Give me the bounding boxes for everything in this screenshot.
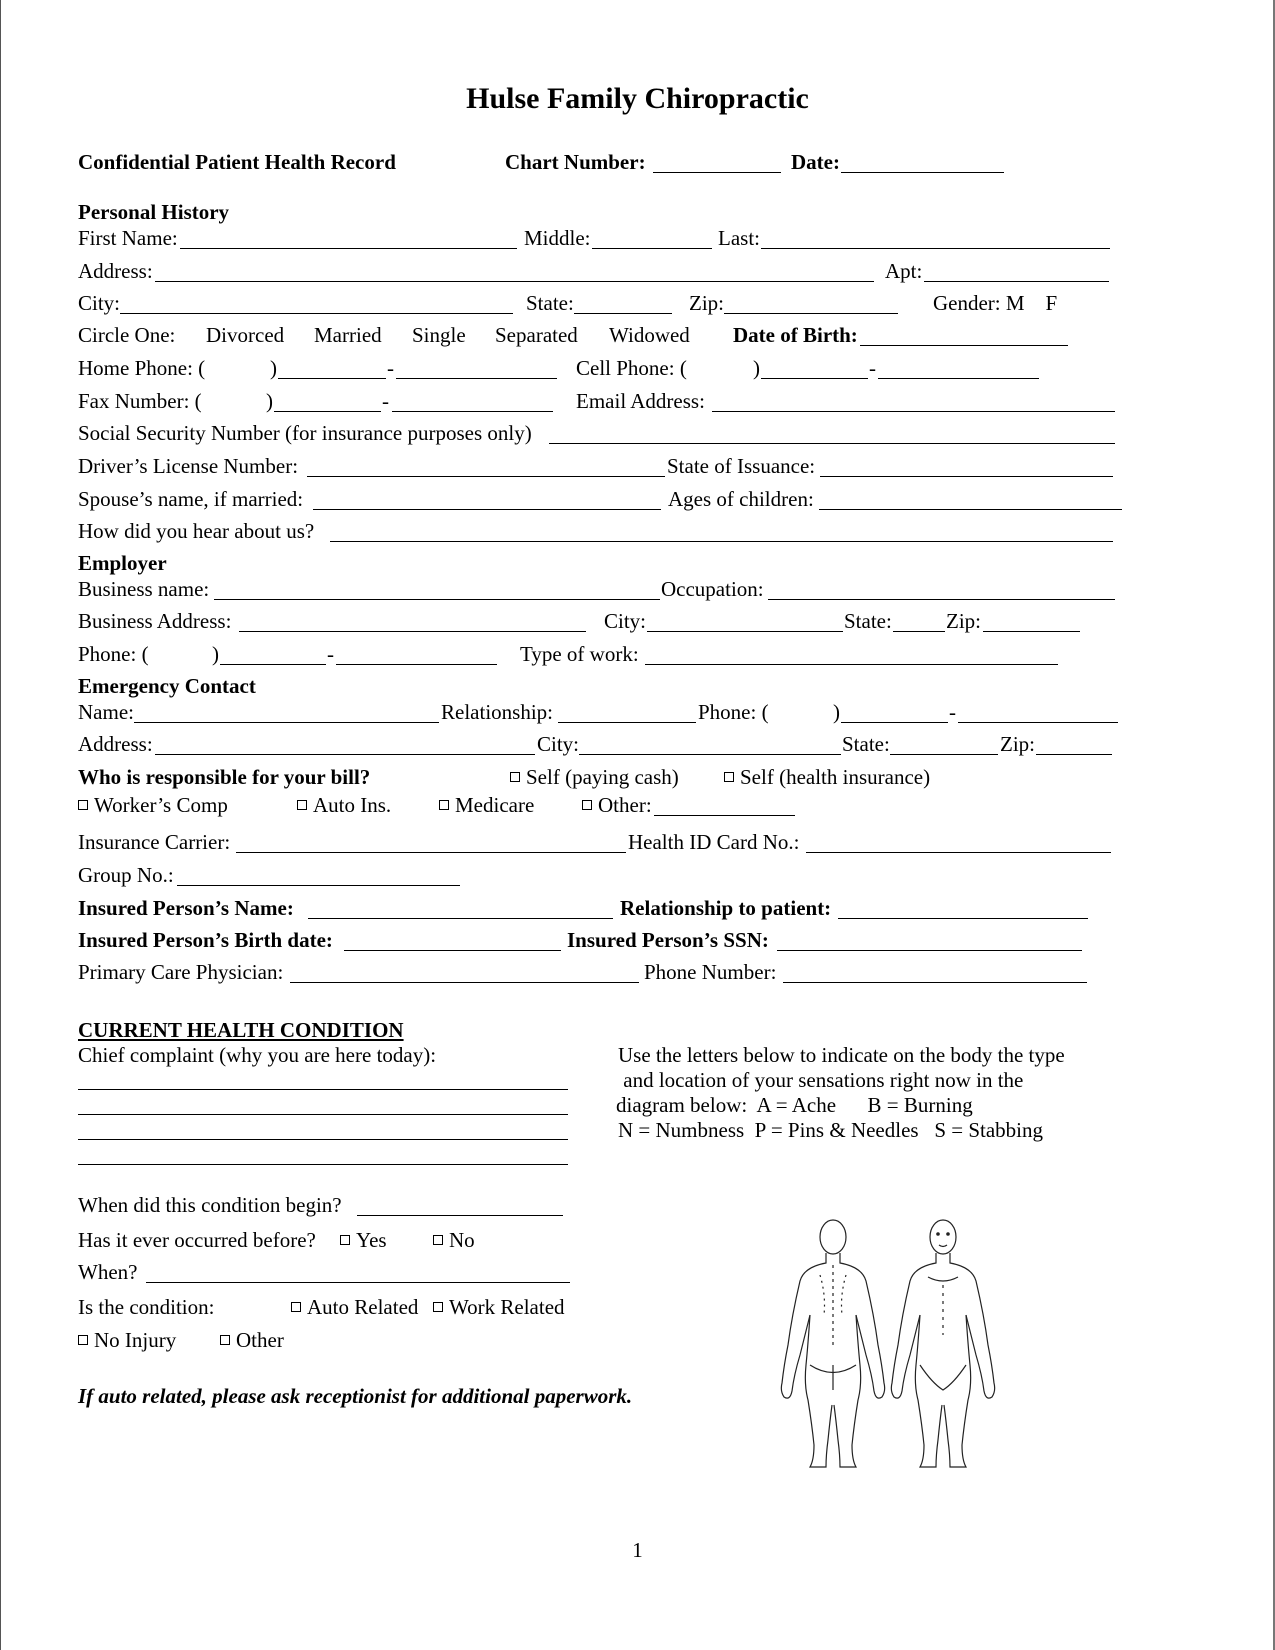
children-field[interactable] bbox=[819, 509, 1122, 510]
home-phone-dash: - bbox=[387, 356, 394, 380]
group-field[interactable] bbox=[177, 885, 460, 886]
instructions-line-1: Use the letters below to indicate on the body the type bbox=[618, 1043, 1065, 1067]
instructions-line-3: diagram below: A = Ache B = Burning bbox=[616, 1093, 973, 1117]
dob-field[interactable] bbox=[860, 345, 1068, 346]
health-id-label: Health ID Card No.: bbox=[628, 830, 800, 854]
checkbox-icon[interactable] bbox=[78, 800, 88, 810]
employer-phone-label: Phone: ( bbox=[78, 642, 149, 666]
bill-question: Who is responsible for your bill? bbox=[78, 765, 371, 789]
zip-label: Zip: bbox=[689, 291, 724, 315]
workers-comp-label: Worker’s Comp bbox=[94, 793, 228, 817]
employer-state-label: State: bbox=[844, 609, 892, 633]
emergency-phone-prefix-field[interactable] bbox=[841, 722, 948, 723]
children-label: Ages of children: bbox=[668, 487, 814, 511]
city-field[interactable] bbox=[120, 313, 513, 314]
marital-married[interactable]: Married bbox=[314, 323, 382, 347]
address-field[interactable] bbox=[155, 281, 874, 282]
occupation-label: Occupation: bbox=[661, 577, 764, 601]
checkbox-icon[interactable] bbox=[582, 800, 592, 810]
auto-ins-label: Auto Ins. bbox=[313, 793, 392, 817]
emergency-phone-line-field[interactable] bbox=[958, 722, 1118, 723]
apt-label: Apt: bbox=[885, 259, 923, 283]
date-field[interactable] bbox=[841, 172, 1004, 173]
zip-field[interactable] bbox=[724, 313, 898, 314]
marital-widowed[interactable]: Widowed bbox=[609, 323, 690, 347]
business-address-field[interactable] bbox=[239, 631, 586, 632]
instructions-line-4: N = Numbness P = Pins & Needles S = Stabbing bbox=[618, 1118, 1044, 1142]
occurred-no-option[interactable] bbox=[433, 1230, 475, 1251]
email-field[interactable] bbox=[712, 411, 1115, 412]
pcp-phone-label: Phone Number: bbox=[644, 960, 777, 984]
emergency-zip-field[interactable] bbox=[1036, 754, 1112, 755]
business-name-label: Business name: bbox=[78, 577, 210, 601]
began-field[interactable] bbox=[357, 1215, 563, 1216]
self-cash-label: Self (paying cash) bbox=[526, 765, 679, 789]
home-phone-prefix-field[interactable] bbox=[278, 378, 386, 379]
relationship-patient-field[interactable] bbox=[838, 918, 1088, 919]
emergency-zip-label: Zip: bbox=[1000, 732, 1035, 756]
insurance-carrier-field[interactable] bbox=[236, 852, 626, 853]
employer-phone-prefix-field[interactable] bbox=[220, 664, 326, 665]
medicare-label: Medicare bbox=[455, 793, 535, 817]
occurred-yes-label: Yes bbox=[356, 1228, 387, 1252]
spouse-field[interactable] bbox=[313, 509, 661, 510]
chief-complaint-line-4[interactable] bbox=[78, 1164, 568, 1165]
dl-field[interactable] bbox=[307, 476, 665, 477]
emergency-relationship-label: Relationship: bbox=[441, 700, 553, 724]
dl-label: Driver’s License Number: bbox=[78, 454, 299, 478]
occupation-field[interactable] bbox=[768, 599, 1115, 600]
employer-city-field[interactable] bbox=[647, 631, 843, 632]
employer-phone-paren: ) bbox=[212, 642, 219, 666]
other-billing-label: Other: bbox=[598, 793, 652, 817]
occurred-no-label: No bbox=[449, 1228, 475, 1252]
body-back-figure bbox=[781, 1220, 884, 1467]
occurred-label: Has it ever occurred before? bbox=[78, 1228, 316, 1252]
employer-heading: Employer bbox=[78, 551, 167, 575]
began-label: When did this condition begin? bbox=[78, 1193, 342, 1217]
checkbox-icon[interactable] bbox=[340, 1235, 350, 1245]
emergency-city-label: City: bbox=[537, 732, 580, 756]
first-name-field[interactable] bbox=[180, 248, 517, 249]
cell-phone-prefix-field[interactable] bbox=[761, 378, 868, 379]
emergency-heading: Emergency Contact bbox=[78, 674, 256, 698]
occurred-yes-option[interactable] bbox=[340, 1230, 387, 1251]
other-billing-option[interactable] bbox=[582, 795, 652, 816]
hear-field[interactable] bbox=[330, 541, 1113, 542]
checkbox-icon[interactable] bbox=[220, 1335, 230, 1345]
medicare-option[interactable] bbox=[439, 795, 534, 816]
chart-number-field[interactable] bbox=[653, 172, 781, 173]
fax-paren: ) bbox=[266, 389, 273, 413]
body-front-figure bbox=[891, 1220, 994, 1467]
is-condition-label: Is the condition: bbox=[78, 1295, 215, 1319]
employer-phone-dash: - bbox=[327, 642, 334, 666]
self-insurance-label: Self (health insurance) bbox=[740, 765, 931, 789]
home-phone-line-field[interactable] bbox=[396, 378, 557, 379]
chief-complaint-line-2[interactable] bbox=[78, 1114, 568, 1115]
fax-prefix-field[interactable] bbox=[274, 411, 381, 412]
state-issuance-field[interactable] bbox=[820, 476, 1113, 477]
emergency-phone-label: Phone: ( bbox=[698, 700, 769, 724]
state-label: State: bbox=[526, 291, 574, 315]
cell-phone-line-field[interactable] bbox=[878, 378, 1039, 379]
hear-label: How did you hear about us? bbox=[78, 519, 315, 543]
insured-dob-label: Insured Person’s Birth date: bbox=[78, 928, 333, 952]
marital-divorced[interactable]: Divorced bbox=[206, 323, 285, 347]
employer-zip-field[interactable] bbox=[983, 631, 1080, 632]
other-billing-field[interactable] bbox=[654, 815, 795, 816]
workers-comp-option[interactable] bbox=[78, 795, 228, 816]
group-label: Group No.: bbox=[78, 863, 174, 887]
emergency-name-field[interactable] bbox=[134, 722, 439, 723]
checkbox-icon[interactable] bbox=[510, 772, 520, 782]
health-id-field[interactable] bbox=[806, 852, 1111, 853]
city-label: City: bbox=[78, 291, 121, 315]
business-address-label: Business Address: bbox=[78, 609, 232, 633]
emergency-phone-paren: ) bbox=[833, 700, 840, 724]
emergency-name-label: Name: bbox=[78, 700, 134, 724]
circle-one-label: Circle One: bbox=[78, 323, 176, 347]
insured-ssn-field[interactable] bbox=[777, 950, 1082, 951]
emergency-address-field[interactable] bbox=[155, 754, 535, 755]
emergency-city-field[interactable] bbox=[579, 754, 841, 755]
cell-phone-label: Cell Phone: ( bbox=[576, 356, 687, 380]
middle-label: Middle: bbox=[524, 226, 591, 250]
email-label: Email Address: bbox=[576, 389, 705, 413]
insured-dob-field[interactable] bbox=[344, 950, 561, 951]
when-label: When? bbox=[78, 1260, 138, 1284]
checkbox-icon[interactable] bbox=[439, 800, 449, 810]
chief-complaint-line-3[interactable] bbox=[78, 1139, 568, 1140]
self-insurance-option[interactable] bbox=[724, 767, 930, 788]
work-related-option[interactable] bbox=[433, 1297, 565, 1318]
middle-field[interactable] bbox=[592, 248, 712, 249]
instructions-line-2: and location of your sensations right now in the bbox=[618, 1068, 1024, 1092]
auto-ins-option[interactable] bbox=[297, 795, 391, 816]
relationship-patient-label: Relationship to patient: bbox=[620, 896, 832, 920]
address-label: Address: bbox=[78, 259, 153, 283]
body-diagram[interactable] bbox=[780, 1215, 1020, 1475]
first-name-label: First Name: bbox=[78, 226, 178, 250]
auto-related-option[interactable] bbox=[291, 1297, 418, 1318]
fax-line-field[interactable] bbox=[392, 411, 553, 412]
dob-label: Date of Birth: bbox=[733, 323, 858, 347]
apt-field[interactable] bbox=[924, 281, 1109, 282]
record-label: Confidential Patient Health Record bbox=[78, 150, 396, 174]
employer-zip-label: Zip: bbox=[946, 609, 981, 633]
state-issuance-label: State of Issuance: bbox=[667, 454, 816, 478]
marital-single[interactable]: Single bbox=[412, 323, 466, 347]
insurance-carrier-label: Insurance Carrier: bbox=[78, 830, 231, 854]
ssn-field[interactable] bbox=[549, 443, 1115, 444]
type-of-work-label: Type of work: bbox=[520, 642, 639, 666]
type-of-work-field[interactable] bbox=[645, 664, 1058, 665]
self-cash-option[interactable] bbox=[510, 767, 679, 788]
employer-phone-line-field[interactable] bbox=[336, 664, 497, 665]
emergency-relationship-field[interactable] bbox=[558, 722, 696, 723]
ssn-label: Social Security Number (for insurance purposes only) bbox=[78, 421, 532, 445]
insured-name-label: Insured Person’s Name: bbox=[78, 896, 294, 920]
business-name-field[interactable] bbox=[214, 599, 660, 600]
when-field[interactable] bbox=[146, 1282, 570, 1283]
chief-complaint-line-1[interactable] bbox=[78, 1089, 568, 1090]
last-label: Last: bbox=[718, 226, 760, 250]
employer-state-field[interactable] bbox=[893, 631, 945, 632]
home-phone-label: Home Phone: ( bbox=[78, 356, 206, 380]
page-number: 1 bbox=[632, 1538, 643, 1562]
marital-separated[interactable]: Separated bbox=[495, 323, 578, 347]
other-condition-label: Other bbox=[236, 1328, 284, 1352]
form-title: Hulse Family Chiropractic bbox=[466, 82, 809, 115]
pcp-phone-field[interactable] bbox=[783, 982, 1087, 983]
emergency-address-label: Address: bbox=[78, 732, 153, 756]
personal-history-heading: Personal History bbox=[78, 200, 230, 224]
employer-city-label: City: bbox=[604, 609, 647, 633]
fax-dash: - bbox=[382, 389, 389, 413]
pcp-field[interactable] bbox=[290, 982, 639, 983]
fax-label: Fax Number: ( bbox=[78, 389, 202, 413]
checkbox-icon[interactable] bbox=[724, 772, 734, 782]
checkbox-icon[interactable] bbox=[433, 1302, 443, 1312]
pcp-label: Primary Care Physician: bbox=[78, 960, 284, 984]
other-condition-option[interactable] bbox=[220, 1330, 284, 1351]
work-related-label: Work Related bbox=[449, 1295, 565, 1319]
auto-related-note: If auto related, please ask receptionist for additional paperwork. bbox=[78, 1384, 633, 1408]
no-injury-label: No Injury bbox=[94, 1328, 177, 1352]
condition-heading: CURRENT HEALTH CONDITION bbox=[78, 1018, 404, 1042]
spouse-label: Spouse’s name, if married: bbox=[78, 487, 304, 511]
chief-complaint-label: Chief complaint (why you are here today): bbox=[78, 1043, 437, 1067]
emergency-phone-dash: - bbox=[949, 700, 956, 724]
emergency-state-field[interactable] bbox=[890, 754, 998, 755]
gender-options[interactable]: Gender: M F bbox=[933, 291, 1058, 315]
state-field[interactable] bbox=[574, 313, 672, 314]
date-label: Date: bbox=[791, 150, 840, 174]
last-field[interactable] bbox=[761, 248, 1110, 249]
checkbox-icon[interactable] bbox=[78, 1335, 88, 1345]
page-edge-left bbox=[0, 0, 1, 1650]
insured-name-field[interactable] bbox=[308, 918, 613, 919]
cell-phone-dash: - bbox=[869, 356, 876, 380]
checkbox-icon[interactable] bbox=[291, 1302, 301, 1312]
cell-phone-paren: ) bbox=[753, 356, 760, 380]
home-phone-paren: ) bbox=[270, 356, 277, 380]
auto-related-label: Auto Related bbox=[307, 1295, 419, 1319]
checkbox-icon[interactable] bbox=[297, 800, 307, 810]
checkbox-icon[interactable] bbox=[433, 1235, 443, 1245]
emergency-state-label: State: bbox=[842, 732, 890, 756]
no-injury-option[interactable] bbox=[78, 1330, 176, 1351]
insured-ssn-label: Insured Person’s SSN: bbox=[567, 928, 769, 952]
chart-number-label: Chart Number: bbox=[505, 150, 646, 174]
